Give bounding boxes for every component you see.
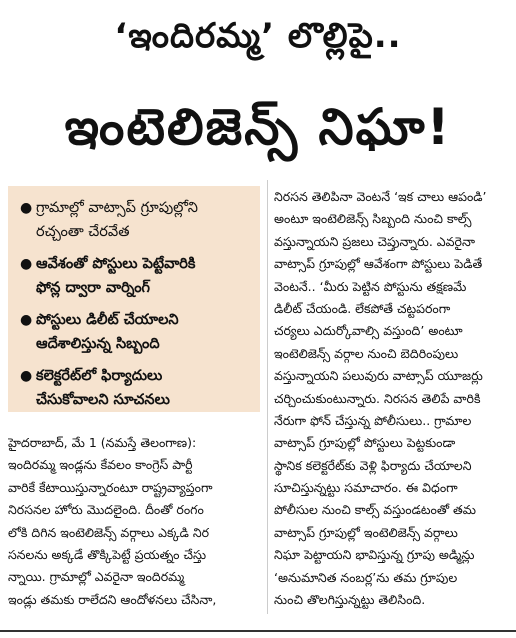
article-line: వాట్సాప్ గ్రూపుల్లో ఇంటెలిజెన్స్ వర్గాలు (274, 524, 458, 540)
article-line: నిరసనల హోరు మొదలైంది. దీంతో రంగం (8, 502, 204, 518)
headline-line-1: ‘ఇందిరమ్మ’ లొల్లిపై.. (114, 16, 402, 56)
bullet-icon: ● (20, 200, 33, 216)
article-line: వాట్సాప్ గ్రూపుల్లో పోస్టులు పెట్టకుండా (274, 435, 456, 451)
article-column-left (8, 432, 264, 611)
article-line: చర్యలు ఎదుర్కోవాల్సి వస్తుంది’ అంటూ (274, 323, 463, 339)
article-line: ‘అనుమానిత నంబర్ల’ను తమ గ్రూపుల (274, 569, 458, 585)
highlight-line: రచ్చంతా చేరవేత (36, 224, 130, 240)
bullet-icon: ● (20, 368, 33, 384)
article-line: నుంచి తొలగిస్తున్నట్టు తెలిసింది. (274, 592, 426, 608)
highlight-item (20, 252, 252, 300)
article-line: వారికే కేటాయిస్తున్నారంటూ రాష్ట్రవ్యాప్తంగా (8, 479, 213, 495)
article-line: స్థానిక కలెక్టరేట్‌కు వెళ్లి ఫిర్యాదు చేయాలని (274, 457, 472, 473)
headline-line-2: ఇంటెలిజెన్స్ నిఘా! (64, 98, 452, 156)
article-line: వస్తున్నాయని పలువురు వాట్సాప్ యూజర్లు (274, 368, 483, 384)
highlights-box (8, 186, 260, 412)
article-line: ఇందిరమ్మ ఇండ్లను కేవలం కాంగ్రెస్ పార్టీ (8, 457, 193, 473)
highlight-item (20, 364, 252, 412)
bullet-icon: ● (20, 312, 33, 328)
article-line: వాట్సాప్ గ్రూపుల్లో ఆవేశంగా పోస్టులు పెడితే (274, 256, 483, 272)
article-line: వెంటనే.. ‘మీరు పెట్టిన పోస్టును తక్షణమే (274, 278, 467, 294)
article-line: లోకి దిగిన ఇంటెలిజెన్స్ వర్గాలు ఎక్కడి నిర (8, 524, 210, 540)
highlights-list (8, 186, 260, 412)
highlight-line: ఆవేశంతో పోస్టులు పెట్టేవారికి (36, 256, 196, 272)
highlight-line: కలెక్టరేట్‌లో ఫిర్యాదులు (36, 368, 163, 384)
article-line: నేరుగా ఫోన్ చేస్తున్న పోలీసులు.. గ్రామాల (274, 412, 472, 428)
article-line: నిఘా పెట్టాయని భావిస్తున్న గ్రూపు అడ్మిన్లు (274, 547, 475, 563)
article-line: హైదరాబాద్, మే 1 (నమస్తే తెలంగాణ): (8, 435, 197, 450)
article-line: ఇండ్లు తమకు రాలేదని ఆందోళనలు చేసినా, (8, 591, 217, 607)
article-line: సూచిస్తున్నట్టు సమాచారం. ఈ విధంగా (274, 480, 458, 496)
highlight-line: చేసుకోవాలని సూచనలు (36, 392, 170, 408)
article-line: చర్చించుకుంటున్నారు. నిరసన తెలిపే వారికి (274, 390, 481, 406)
article-line: సనలను అక్కడే తొక్కిపెట్టే ప్రయత్నం చేస్తు (8, 546, 207, 562)
highlight-line: ఫోన్ల ద్వారా వార్నింగ్ (36, 280, 151, 296)
highlight-item (20, 308, 252, 356)
article-line: నిరసన తెలిపినా వెంటనే ‘ఇక చాలు ఆపండి’ (274, 189, 487, 204)
article-line: ఇంటెలిజెన్స్ వర్గాల నుంచి బెదిరింపులు (274, 345, 459, 361)
highlight-line: పోస్టులు డిలీట్ చేయాలని (36, 312, 179, 328)
article-line: అంటూ ఇంటెలిజెన్స్ సిబ్బంది నుంచి కాల్స్ (274, 211, 472, 227)
article-line: పోలీసుల నుంచి కాల్స్ వస్తుండటంతో తమ (274, 502, 476, 518)
highlight-item (20, 196, 252, 244)
article-line: న్నాయి. గ్రామాల్లో ఎవరైనా ఇందిరమ్మ (8, 569, 185, 585)
article-column-right (274, 186, 510, 611)
article-line: డిలీట్ చేయండి. లేకపోతే చట్టపరంగా (274, 300, 451, 316)
column-divider (267, 180, 268, 614)
article-line: వస్తున్నాయని ప్రజలు చెప్తున్నారు. ఎవరైనా (274, 233, 475, 249)
highlight-line: ఆదేశాలిస్తున్న సిబ్బంది (36, 336, 160, 352)
bullet-icon: ● (20, 256, 33, 272)
bottom-rule (0, 630, 516, 632)
highlight-line: గ్రామాల్లో వాట్సాప్ గ్రూపుల్లోని (36, 200, 198, 216)
